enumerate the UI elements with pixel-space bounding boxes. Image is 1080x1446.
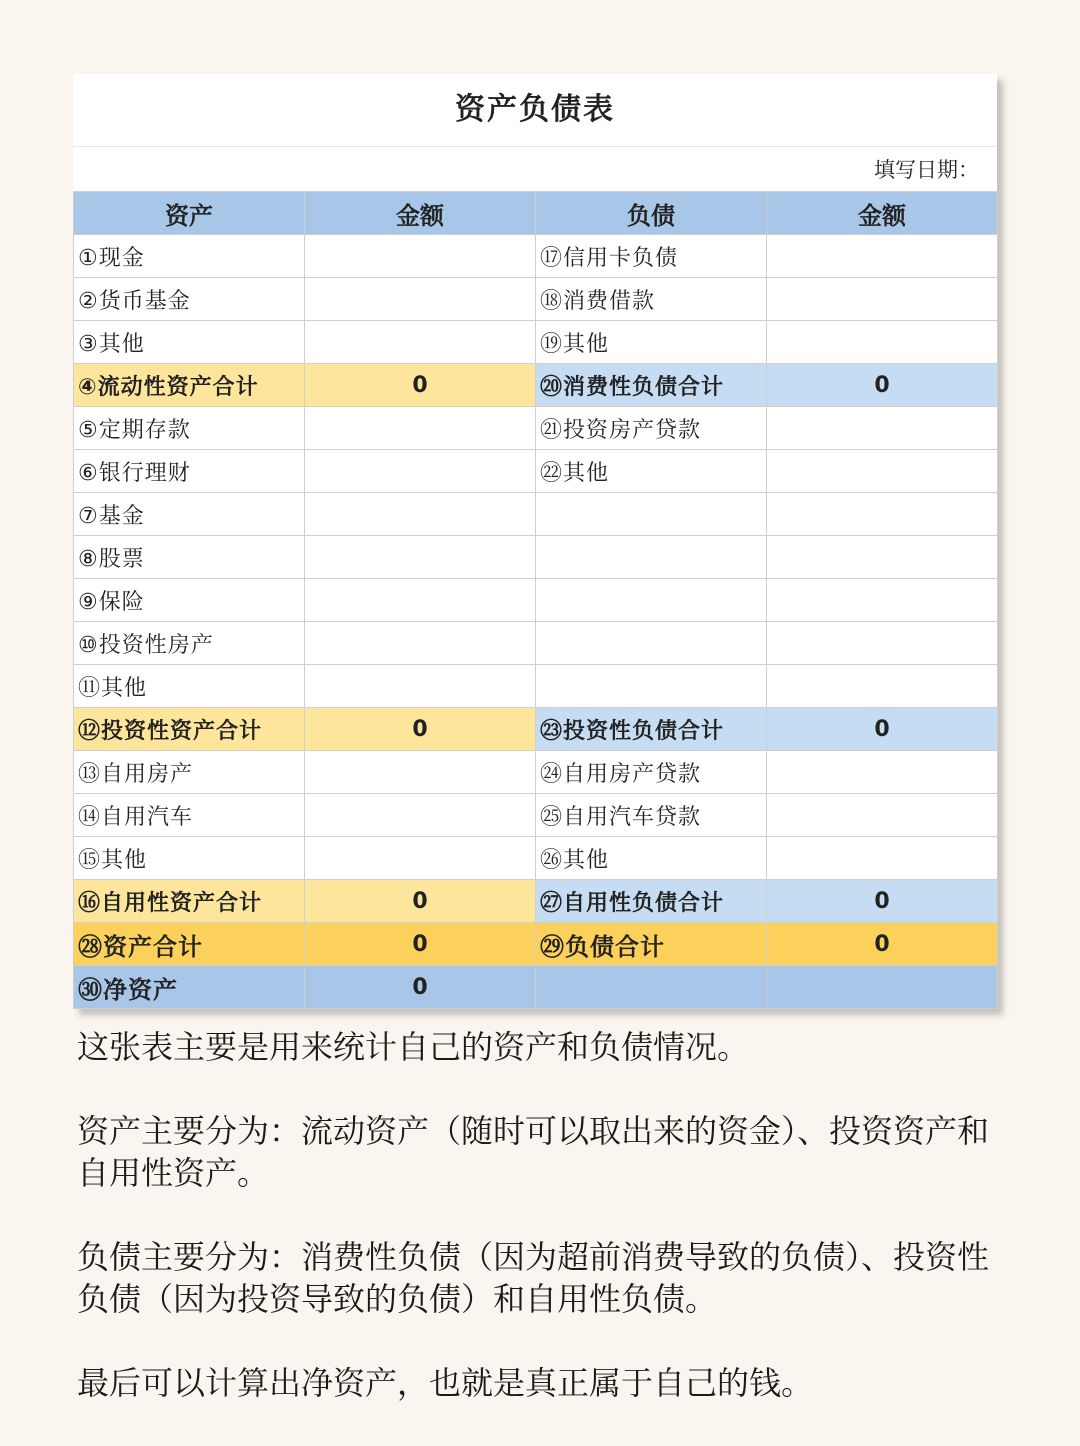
liability-amount-cell [767,622,998,665]
table-body [74,235,998,1009]
asset-label-cell: ⑬自用房产 [74,751,305,794]
liability-label-cell: ㉕自用汽车贷款 [536,794,767,837]
sheet-title: 资产负债表 [73,74,997,147]
asset-label-cell: ⑩投资性房产 [74,622,305,665]
subtotal-row [74,880,998,923]
table-row [74,536,998,579]
asset-label-cell: ④流动性资产合计 [74,364,305,407]
asset-amount-cell: 0 [305,923,536,966]
asset-amount-cell [305,321,536,364]
header-liabilities: 负债 [536,192,767,235]
liability-amount-cell [767,493,998,536]
asset-label-cell: ⑤定期存款 [74,407,305,450]
liability-label-cell: ㉒其他 [536,450,767,493]
liability-amount-cell [767,665,998,708]
asset-label-cell: ⑫投资性资产合计 [74,708,305,751]
asset-amount-cell [305,794,536,837]
asset-amount-cell [305,665,536,708]
note-paragraph: 负债主要分为：消费性负债（因为超前消费导致的负债）、投资性负债（因为投资导致的负债）和自用性负债。 [77,1238,990,1318]
asset-amount-cell [305,235,536,278]
asset-label-cell: ①现金 [74,235,305,278]
table-row [74,794,998,837]
liability-label-cell: ⑰信用卡负债 [536,235,767,278]
table-row [74,321,998,364]
asset-label-cell: ⑥银行理财 [74,450,305,493]
asset-label-cell: ⑧股票 [74,536,305,579]
liability-label-cell [536,622,767,665]
liability-amount-cell [767,536,998,579]
liability-label-cell [536,493,767,536]
balance-sheet [73,74,997,1009]
net-row [74,966,998,1009]
liability-label-cell: ⑱消费借款 [536,278,767,321]
asset-amount-cell: 0 [305,364,536,407]
asset-label-cell: ⑭自用汽车 [74,794,305,837]
liability-amount-cell: 0 [767,708,998,751]
asset-amount-cell [305,493,536,536]
asset-amount-cell [305,622,536,665]
liability-label-cell: ⑳消费性负债合计 [536,364,767,407]
asset-amount-cell [305,837,536,880]
table-row [74,751,998,794]
liability-amount-cell [767,235,998,278]
liability-amount-cell: 0 [767,364,998,407]
liability-label-cell: ㉓投资性负债合计 [536,708,767,751]
liability-amount-cell [767,794,998,837]
asset-amount-cell [305,407,536,450]
table-row [74,278,998,321]
liability-amount-cell: 0 [767,923,998,966]
liability-label-cell [536,536,767,579]
header-row [74,192,998,235]
header-asset-amount: 金额 [305,192,536,235]
asset-label-cell: ⑨保险 [74,579,305,622]
asset-label-cell: ⑯自用性资产合计 [74,880,305,923]
note-paragraph: 最后可以计算出净资产，也就是真正属于自己的钱。 [77,1364,814,1402]
header-assets: 资产 [74,192,305,235]
liability-amount-cell [767,579,998,622]
explanation-notes [77,1026,1007,1446]
asset-amount-cell [305,278,536,321]
asset-amount-cell [305,450,536,493]
liability-amount-cell [767,450,998,493]
table-row [74,450,998,493]
subtotal-row [74,708,998,751]
asset-amount-cell: 0 [305,708,536,751]
liability-amount-cell [767,278,998,321]
table-row [74,407,998,450]
table-row [74,837,998,880]
table-row [74,579,998,622]
asset-label-cell: ⑪其他 [74,665,305,708]
balance-table [73,191,998,1009]
liability-label-cell: ㉙负债合计 [536,923,767,966]
header-liability-amount: 金额 [767,192,998,235]
liability-label-cell: ⑲其他 [536,321,767,364]
liability-amount-cell [767,966,998,1009]
asset-amount-cell [305,751,536,794]
liability-label-cell [536,665,767,708]
asset-label-cell: ⑦基金 [74,493,305,536]
liability-amount-cell [767,321,998,364]
asset-amount-cell: 0 [305,880,536,923]
liability-label-cell: ㉑投资房产贷款 [536,407,767,450]
total-row [74,923,998,966]
liability-amount-cell: 0 [767,880,998,923]
liability-amount-cell [767,407,998,450]
note-paragraph: 资产主要分为：流动资产（随时可以取出来的资金）、投资资产和自用性资产。 [77,1112,990,1192]
asset-label-cell: ③其他 [74,321,305,364]
liability-label-cell [536,579,767,622]
asset-amount-cell: 0 [305,966,536,1009]
asset-label-cell: ㉘资产合计 [74,923,305,966]
liability-amount-cell [767,837,998,880]
liability-label-cell: ㉔自用房产贷款 [536,751,767,794]
table-row [74,235,998,278]
asset-amount-cell [305,579,536,622]
table-row [74,622,998,665]
liability-label-cell: ㉗自用性负债合计 [536,880,767,923]
liability-label-cell [536,966,767,1009]
asset-label-cell: ②货币基金 [74,278,305,321]
asset-label-cell: ⑮其他 [74,837,305,880]
liability-amount-cell [767,751,998,794]
liability-label-cell: ㉖其他 [536,837,767,880]
asset-label-cell: ㉚净资产 [74,966,305,1009]
note-paragraph: 这张表主要是用来统计自己的资产和负债情况。 [77,1028,750,1066]
subtotal-row [74,364,998,407]
asset-amount-cell [305,536,536,579]
table-row [74,665,998,708]
fill-date-label: 填写日期： [874,158,979,182]
table-row [74,493,998,536]
